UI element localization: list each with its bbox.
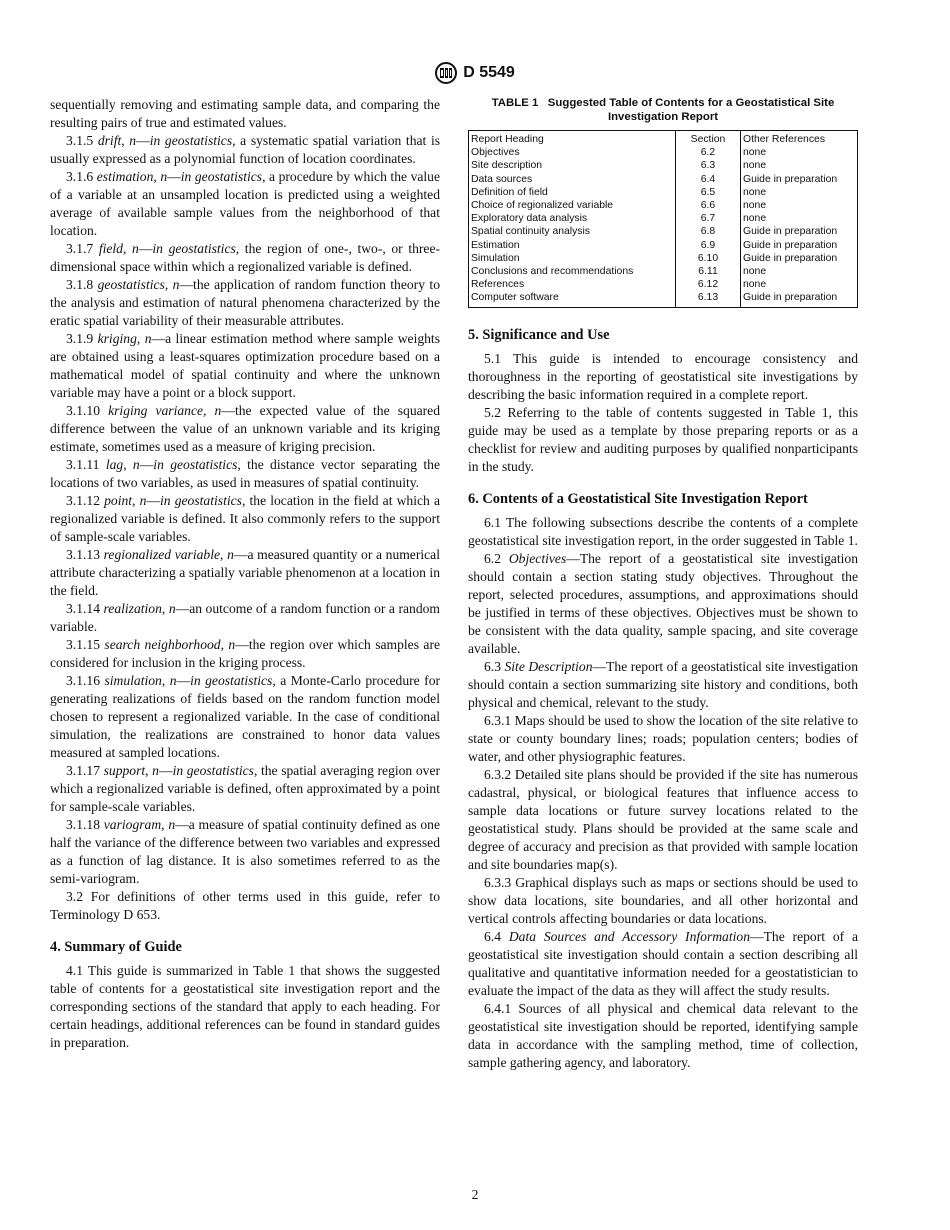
definition-number: 3.1.8: [66, 277, 94, 292]
table-cell: none: [743, 279, 767, 291]
definition-pos: n: [228, 637, 236, 652]
definition-number: 3.1.10: [66, 403, 100, 418]
definition-qualifier: in geostatistics: [149, 133, 233, 148]
paragraph-6-4: 6.4 Data Sources and Accessory Information—The report of a geostatistical site investigation should contain a section describing all qualitative and quantitative information needed for a geostatistician to evaluate the impact of the data as they will affect the study results.: [468, 928, 859, 998]
table-cell: Data sources: [469, 173, 676, 186]
definition-text: an outcome of a random function or a random variable.: [50, 601, 440, 634]
table-cell: 6.12: [676, 278, 741, 291]
definition-term: field: [98, 241, 123, 256]
table-cell: Site description: [469, 159, 676, 172]
definition-item: 3.1.14 realization, n—an outcome of a random function or a random variable.: [50, 601, 440, 634]
paragraph-6-1: 6.1 The following subsections describe the contents of a complete geostatistical site investigation report, in the order suggested in Table 1.: [468, 514, 858, 548]
table-cell: none: [743, 213, 767, 225]
table-cell: Choice of regionalized variable: [469, 199, 676, 212]
table-cell: Definition of field: [469, 186, 676, 199]
astm-logo-icon: [435, 62, 457, 84]
left-column: [50, 96, 440, 1052]
table-cell: none: [743, 200, 767, 212]
definition-text: , the distance vector separating the locations of two variables, as used in measures of spatial continuity.: [50, 457, 440, 490]
table-cell: 6.6: [676, 199, 741, 212]
definition-pos: n: [129, 133, 137, 148]
paragraph-number: 6.4: [484, 928, 501, 944]
table-cell: 6.2: [676, 146, 741, 159]
paragraph-5-1: 5.1 This guide is intended to encourage consistency and thoroughness in the reporting of geostatistical site investigations by describing the basic information required in a complete report.: [468, 350, 858, 402]
definition-term: drift: [97, 133, 122, 148]
table-row: [469, 159, 858, 172]
page-number: 2: [471, 1187, 479, 1202]
right-column: [468, 96, 858, 1072]
definition-text: , a systematic spatial variation that is usually expressed as a polynomial function of location coordinates.: [50, 133, 441, 166]
definition-number: 3.1.16: [66, 673, 100, 688]
paragraph-6-3-1: 6.3.1 Maps should be used to show the location of the site relative to state or county boundary lines; roads; population centers; bodies of water, and other physiographic features.: [468, 712, 858, 764]
definition-text: , the spatial averaging region over which a regionalized variable is defined, often approximated by a point for sample-scale variables.: [50, 763, 440, 814]
table-row: [469, 278, 858, 291]
definition-term: lag: [105, 457, 124, 472]
definition-pos: n: [227, 547, 234, 562]
definition-text: , a Monte-Carlo procedure for generating realizations of fields based on the random function model chosen to represent a regionalized variable. In the case of conditional simulation, the realizations are constrained to honor data values measured at sampled locations.: [50, 673, 441, 760]
definition-pos: n: [132, 457, 140, 472]
paragraph-6-3-3: 6.3.3 Graphical displays such as maps or sections should be used to show data locations, site boundaries, and all other horizontal and vertical controls affecting boundaries or data locations.: [468, 874, 858, 926]
table-row: [469, 173, 858, 186]
table-title-line: Investigation Report: [607, 111, 719, 123]
definition-pos: n: [160, 169, 168, 184]
definition-number: 3.1.13: [66, 547, 100, 562]
definition-pos: n: [144, 331, 152, 346]
paragraph-number: 6.2: [484, 550, 501, 566]
table-row: [469, 146, 858, 159]
paragraph-3-2: 3.2 For definitions of other terms used in this guide, refer to Terminology D 653.: [50, 889, 440, 922]
definition-pos: n: [139, 493, 147, 508]
paragraph-6-3: 6.3 Site Description—The report of a geostatistical site investigation should contain a section summarizing site history and conditions, both physical and chemical, relevant to the study.: [468, 658, 858, 710]
definition-pos: n: [152, 763, 159, 778]
paragraph-6-4-1: 6.4.1 Sources of all physical and chemical data relevant to the geostatistical site investigation should be reported, identifying sample data in accordance with the sampling method, time of collection, sample gathering agency, and laboratory.: [468, 1000, 858, 1070]
definition-item: 3.1.11 lag, n—in geostatistics, the distance vector separating the locations of two variables, as used in measures of spatial continuity.: [50, 457, 440, 490]
section-heading-4: 4. Summary of Guide: [50, 939, 182, 955]
table-title-line: TABLE 1 Suggested Table of Contents for a Geostatistical Site: [491, 97, 835, 109]
table-row: [469, 252, 858, 265]
definition-qualifier: in geostatistics: [180, 169, 263, 184]
table-1: [468, 130, 858, 308]
table-cell: Guide in preparation: [743, 252, 838, 264]
table-cell: 6.9: [676, 239, 741, 252]
table-cell: Guide in preparation: [743, 239, 838, 251]
definition-qualifier: in geostatistics: [160, 493, 242, 508]
table-cell: 6.10: [676, 252, 741, 265]
table-cell: Simulation: [469, 252, 676, 265]
table-title: [468, 96, 858, 124]
definition-number: 3.1.18: [66, 817, 100, 832]
definition-number: 3.1.14: [66, 601, 100, 616]
definition-text: the region over which samples are considered for inclusion in the kriging process.: [50, 637, 441, 670]
table-cell: Guide in preparation: [743, 292, 838, 304]
table-row: [469, 212, 858, 225]
definition-item: 3.1.15 search neighborhood, n—the region over which samples are considered for inclusion in the kriging process.: [50, 637, 441, 670]
table-cell: Objectives: [469, 146, 676, 159]
definition-number: 3.1.11: [66, 457, 100, 472]
definition-item: 3.1.5 drift, n—in geostatistics, a systematic spatial variation that is usually expressed as a polynomial function of location coordinates.: [50, 133, 441, 166]
table-cell: Estimation: [469, 239, 676, 252]
definition-term: kriging: [97, 331, 137, 346]
paragraph-title: Objectives: [508, 550, 567, 566]
definition-pos: n: [132, 241, 139, 256]
definition-item: 3.1.18 variogram, n—a measure of spatial continuity defined as one half the variance of the difference between two variables and expressed as a function of lag distance. It is also sometimes referred to as the semi-variogram.: [50, 817, 441, 886]
table-cell: 6.4: [676, 173, 741, 186]
table-cell: Conclusions and recommendations: [469, 265, 676, 278]
table-cell: none: [743, 266, 767, 278]
paragraph-4-1: 4.1 This guide is summarized in Table 1 that shows the suggested table of contents for a geostatistical site investigation report and the corresponding sections of the standard that apply to each heading. For certain headings, additional references can be found in standard guides in preparation.: [50, 963, 440, 1050]
definition-text: , the location in the field at which a regionalized variable is defined. It also commonly refers to the support of sample-scale variables.: [50, 493, 441, 544]
table-row: [469, 186, 858, 199]
table-cell: none: [743, 186, 767, 198]
definition-number: 3.1.6: [66, 169, 94, 184]
table-cell: none: [743, 147, 767, 159]
paragraph-title: Data Sources and Accessory Information: [508, 928, 751, 944]
paragraph-text: The report of a geostatistical site investigation should contain a section summarizing site history and conditions, both physical and chemical, relevant to the study.: [468, 658, 858, 710]
definition-term: point: [104, 493, 133, 508]
paragraph-6-2: 6.2 Objectives—The report of a geostatistical site investigation should contain a section stating study objectives. Throughout the report, selected procedures, assumptions, and approximations should be justified in terms of these objectives. Objectives must be shown to be consistent with the data quality, sample spacing, and site coverage available.: [468, 550, 858, 656]
definition-term: kriging variance: [108, 403, 204, 418]
definition-text: the application of random function theory to the analysis and estimation of natural phenomena characterized by the eratic spatial variability of their measurable attributes.: [50, 277, 440, 328]
table-row: [469, 239, 858, 252]
table-cell: Guide in preparation: [743, 173, 838, 185]
table-cell: 6.8: [676, 225, 741, 238]
definition-number: 3.1.15: [66, 637, 100, 652]
table-row: [469, 225, 858, 238]
table-header-cell: Report Heading: [469, 131, 676, 147]
definition-term: regionalized variable: [103, 547, 221, 562]
table-cell: 6.13: [676, 291, 741, 307]
section-heading-6: 6. Contents of a Geostatistical Site Investigation Report: [468, 490, 808, 507]
table-cell: none: [743, 160, 767, 172]
definitions-list: [50, 132, 440, 888]
page-header: [0, 62, 950, 84]
definition-qualifier: in geostatistics: [172, 763, 254, 778]
definition-qualifier: in geostatistics: [152, 241, 236, 256]
definition-item: 3.1.7 field, n—in geostatistics, the region of one-, two-, or three-dimensional space within which a regionalized variable is defined.: [50, 241, 441, 274]
paragraph-text: The report of a geostatistical site investigation should contain a section describing all qualitative and quantitative information needed for a geostatistician to evaluate the impact of the data as they will affect the study results.: [468, 928, 859, 998]
definition-term: simulation: [104, 673, 162, 688]
definition-term: search neighborhood: [104, 637, 221, 652]
paragraph-text: The report of a geostatistical site investigation should contain a section stating study objectives. Throughout the report, selected procedures, assumptions, and approximations should be justified in terms of these objectives. Objectives must be shown to be consistent with the data quality, sample spacing, and site coverage available.: [468, 550, 858, 656]
table-cell: 6.3: [676, 159, 741, 172]
paragraph-6-3-2: 6.3.2 Detailed site plans should be provided if the site has numerous cadastral, physical, or biological features that influence access to sample data locations or future survey locations related to the geostatistical study. Plans should be provided at the same scale and degree of accuracy and precision as that provided with sample location and site boundaries map(s).: [468, 766, 858, 872]
definition-item: 3.1.17 support, n—in geostatistics, the spatial averaging region over which a regionalized variable is defined, often approximated by a point for sample-scale variables.: [50, 763, 440, 814]
table-cell: Guide in preparation: [743, 226, 838, 238]
definition-item: 3.1.10 kriging variance, n—the expected value of the squared difference between the value of an unknown variable and its kriging estimate, sometimes used as a measure of kriging precision.: [50, 403, 441, 454]
paragraph-number: 6.3: [484, 658, 501, 674]
definition-term: support: [103, 763, 146, 778]
definition-term: variogram: [103, 817, 162, 832]
definition-item: 3.1.13 regionalized variable, n—a measured quantity or a numerical attribute characterizing a spatially variable phenomenon at a location in the field.: [50, 547, 440, 598]
table-header-row: [469, 131, 858, 147]
definition-text: , a procedure by which the value of a variable at an unsampled location is predicted using a weighted average of available sample values from the neighborhood of that location.: [50, 169, 441, 238]
table-cell: Exploratory data analysis: [469, 212, 676, 225]
definition-text: , the region of one-, two-, or three-dimensional space within which a regionalized variable is defined.: [50, 241, 441, 274]
definition-number: 3.1.12: [66, 493, 100, 508]
definition-pos: n: [168, 601, 176, 616]
definition-term: realization: [103, 601, 162, 616]
definition-pos: n: [169, 673, 177, 688]
definition-text: a measure of spatial continuity defined as one half the variance of the difference between two variables and expressed as a function of lag distance. It is also sometimes referred to as the semi-variogram.: [50, 817, 441, 886]
table-row: [469, 265, 858, 278]
table-row: [469, 199, 858, 212]
table-cell: References: [469, 278, 676, 291]
definition-item: 3.1.9 kriging, n—a linear estimation method where sample weights are obtained using a least-squares optimization procedure based on a mathematical model of spatial continuity and where the unknown variable may have a point or a block support.: [50, 331, 441, 400]
section-heading-5: 5. Significance and Use: [468, 326, 610, 343]
paragraph-5-2: 5.2 Referring to the table of contents suggested in Table 1, this guide may be used as a template by those preparing reports or as a checklist for review and auditing purposes by qualified nonparticipants in the study.: [468, 404, 858, 474]
definition-qualifier: in geostatistics: [190, 673, 273, 688]
table-row: [469, 291, 858, 307]
definition-pos: n: [168, 817, 176, 832]
paragraph-title: Site Description: [504, 658, 593, 674]
definition-item: 3.1.12 point, n—in geostatistics, the location in the field at which a regionalized variable is defined. It also commonly refers to the support of sample-scale variables.: [50, 493, 441, 544]
paragraph: sequentially removing and estimating sample data, and comparing the resulting pairs of true and estimated values.: [50, 97, 440, 130]
definition-qualifier: in geostatistics: [153, 457, 238, 472]
table-cell: 6.7: [676, 212, 741, 225]
table-header-cell: Other References: [743, 134, 826, 145]
designation: D 5549: [463, 64, 515, 81]
table-cell: Computer software: [469, 291, 676, 307]
table-cell: 6.11: [676, 265, 741, 278]
table-cell: Spatial continuity analysis: [469, 225, 676, 238]
definition-item: 3.1.8 geostatistics, n—the application of random function theory to the analysis and estimation of natural phenomena characterized by the eratic spatial variability of their measurable attributes.: [50, 277, 440, 328]
definition-item: 3.1.6 estimation, n—in geostatistics, a procedure by which the value of a variable at an unsampled location is predicted using a weighted average of available sample values from the neighborhood of that location.: [50, 169, 441, 238]
definition-number: 3.1.17: [66, 763, 100, 778]
definition-text: the expected value of the squared difference between the value of an unknown variable and its kriging estimate, sometimes used as a measure of kriging precision.: [50, 403, 441, 454]
definition-item: 3.1.16 simulation, n—in geostatistics, a Monte-Carlo procedure for generating realizations of fields based on the random function model chosen to represent a regionalized variable. In the case of conditional simulation, the realizations are constrained to honor data values measured at sampled locations.: [50, 673, 441, 760]
definition-text: a measured quantity or a numerical attribute characterizing a spatially variable phenomenon at a location in the field.: [50, 547, 440, 598]
definition-number: 3.1.7: [66, 241, 94, 256]
definition-text: a linear estimation method where sample weights are obtained using a least-squares optimization procedure based on a mathematical model of spatial continuity and where the unknown variable may have a point or a block support.: [50, 331, 441, 400]
table-header-cell: Section: [676, 131, 741, 147]
definition-number: 3.1.5: [66, 133, 94, 148]
definition-term: geostatistics: [97, 277, 165, 292]
definition-pos: n: [172, 277, 180, 292]
definition-number: 3.1.9: [66, 331, 94, 346]
definition-term: estimation: [96, 169, 154, 184]
definition-pos: n: [214, 403, 222, 418]
table-cell: 6.5: [676, 186, 741, 199]
